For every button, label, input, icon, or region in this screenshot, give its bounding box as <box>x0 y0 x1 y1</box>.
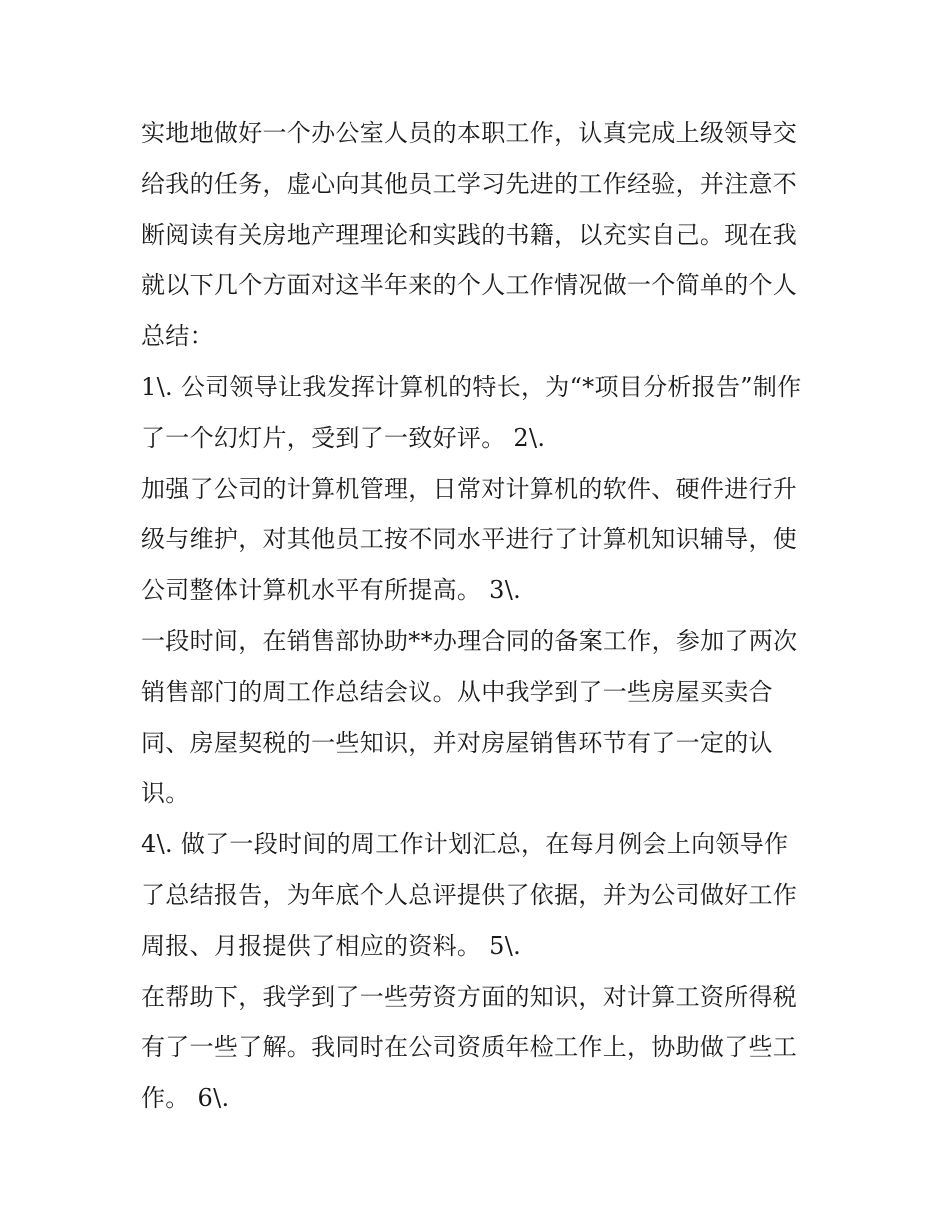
text-line: 同、房屋契税的一些知识，并对房屋销售环节有了一定的认 <box>141 728 773 757</box>
text-line: 1\. 公司领导让我发挥计算机的特长，为“*项目分析报告”制作 <box>141 372 802 401</box>
text-line: 级与维护，对其他员工按不同水平进行了计算机知识辅导，使 <box>141 525 798 554</box>
text-line: 了总结报告，为年底个人总评提供了依据，并为公司做好工作 <box>141 880 798 909</box>
text-line: 销售部门的周工作总结会议。从中我学到了一些房屋买卖合 <box>141 677 773 706</box>
text-line: 断阅读有关房地产理理论和实践的书籍，以充实自己。现在我 <box>141 220 798 249</box>
text-line: 识。 <box>141 779 190 808</box>
text-line: 了一个幻灯片，受到了一致好评。 2\. <box>141 423 546 452</box>
text-line: 有了一些了解。我同时在公司资质年检工作上，协助做了些工 <box>141 1033 798 1062</box>
text-line: 在帮助下，我学到了一些劳资方面的知识，对计算工资所得税 <box>141 982 798 1011</box>
text-line: 一段时间，在销售部协助**办理合同的备案工作，参加了两次 <box>141 626 798 655</box>
text-line: 公司整体计算机水平有所提高。 3\. <box>141 576 522 605</box>
body-text <box>141 108 821 1124</box>
text-line: 总结： <box>141 322 214 351</box>
text-line: 实地地做好一个办公室人员的本职工作，认真完成上级领导交 <box>141 119 798 147</box>
text-line: 加强了公司的计算机管理，日常对计算机的软件、硬件进行升 <box>141 474 798 503</box>
text-line: 就以下几个方面对这半年来的个人工作情况做一个简单的个人 <box>141 271 798 300</box>
text-line: 4\. 做了一段时间的周工作计划汇总，在每月例会上向领导作 <box>141 830 789 859</box>
text-line: 给我的任务，虚心向其他员工学习先进的工作经验，并注意不 <box>141 169 798 198</box>
text-line: 作。 6\. <box>141 1084 230 1113</box>
text-line: 周报、月报提供了相应的资料。 5\. <box>141 931 522 960</box>
